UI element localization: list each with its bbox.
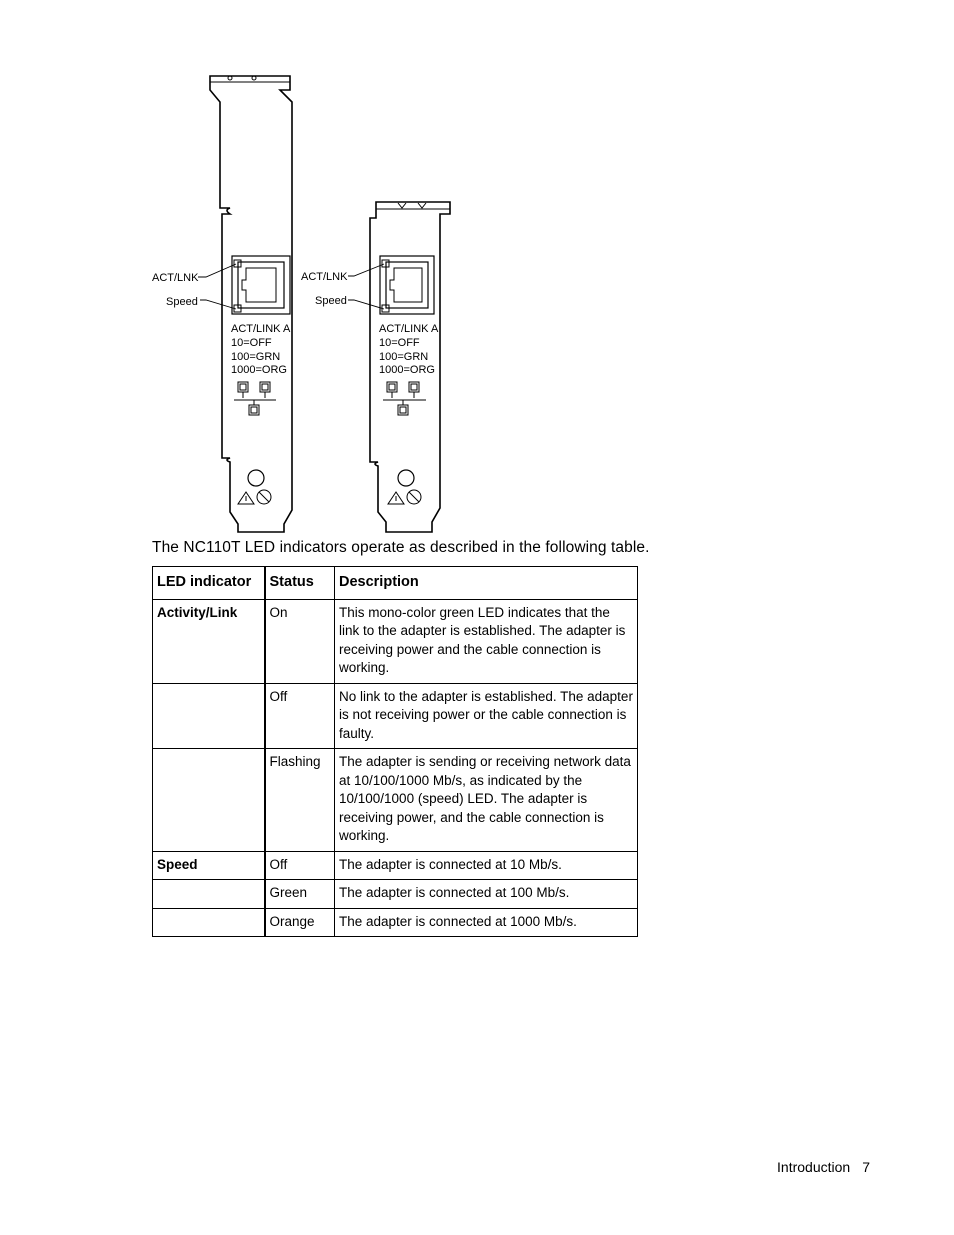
right-legend-line: 100=GRN [379, 351, 429, 363]
page-number: 7 [862, 1159, 870, 1175]
left-legend-line: ACT/LINK A [231, 323, 291, 335]
table-row [153, 851, 638, 880]
cell-indicator [153, 880, 265, 909]
left-warning-icon [238, 492, 254, 504]
intro-paragraph: The NC110T LED indicators operate as described in the following table. [152, 539, 650, 556]
cell-description: The adapter is sending or receiving network data at 10/100/1000 Mb/s, as indicated by the 10/100/1000 (speed) LED. The adapter is receiving power, and the cable connection is working. [335, 749, 638, 852]
left-bracket [210, 76, 292, 532]
header-status: Status [265, 567, 335, 600]
right-legend-line: 10=OFF [379, 337, 420, 349]
right-legend-line: 1000=ORG [379, 364, 435, 376]
cell-status: Off [265, 851, 335, 880]
right-act-lnk-callout: ACT/LNK [301, 271, 348, 283]
right-act-lnk-leader [348, 264, 384, 276]
left-act-lnk-callout: ACT/LNK [152, 272, 199, 284]
cell-status: Flashing [265, 749, 335, 852]
left-legend-line: 1000=ORG [231, 364, 287, 376]
header-led-indicator: LED indicator [153, 567, 265, 600]
cell-status: Green [265, 880, 335, 909]
table-row [153, 683, 638, 749]
left-bracket-outline [210, 76, 292, 532]
left-network-icon [234, 382, 276, 415]
table-row [153, 908, 638, 937]
table-header-row [153, 567, 638, 600]
left-legend-line: 100=GRN [231, 351, 281, 363]
bracket-figure [150, 72, 455, 534]
left-legend-line: 10=OFF [231, 337, 272, 349]
cell-indicator [153, 749, 265, 852]
cell-description: This mono-color green LED indicates that the link to the adapter is established. The adapter is receiving power and the cable connection is working. [335, 599, 638, 683]
right-legend-line: ACT/LINK A [379, 323, 439, 335]
table-row [153, 880, 638, 909]
cell-indicator: Speed [153, 851, 265, 880]
right-speed-callout: Speed [315, 295, 347, 307]
cell-status: Orange [265, 908, 335, 937]
led-indicator-table [152, 566, 638, 937]
right-no-hot-plug-icon [407, 490, 421, 504]
right-network-icon [383, 382, 426, 415]
left-speed-leader [200, 300, 236, 309]
cell-description: The adapter is connected at 100 Mb/s. [335, 880, 638, 909]
left-screw-hole-icon [248, 470, 264, 486]
page-footer [777, 1159, 870, 1175]
footer-section-title: Introduction [777, 1159, 851, 1175]
left-act-lnk-leader [198, 264, 236, 277]
header-description: Description [335, 567, 638, 600]
cell-description: The adapter is connected at 1000 Mb/s. [335, 908, 638, 937]
right-speed-leader [348, 300, 384, 309]
cell-indicator [153, 908, 265, 937]
left-speed-callout: Speed [166, 296, 198, 308]
cell-description: The adapter is connected at 10 Mb/s. [335, 851, 638, 880]
table-row [153, 599, 638, 683]
right-screw-hole-icon [398, 470, 414, 486]
cell-status: Off [265, 683, 335, 749]
cell-indicator: Activity/Link [153, 599, 265, 683]
left-no-hot-plug-icon [257, 490, 271, 504]
cell-status: On [265, 599, 335, 683]
cell-indicator [153, 683, 265, 749]
table-row [153, 749, 638, 852]
bracket-diagram [150, 72, 455, 534]
right-warning-icon [388, 492, 404, 504]
cell-description: No link to the adapter is established. The adapter is not receiving power or the cable connection is faulty. [335, 683, 638, 749]
